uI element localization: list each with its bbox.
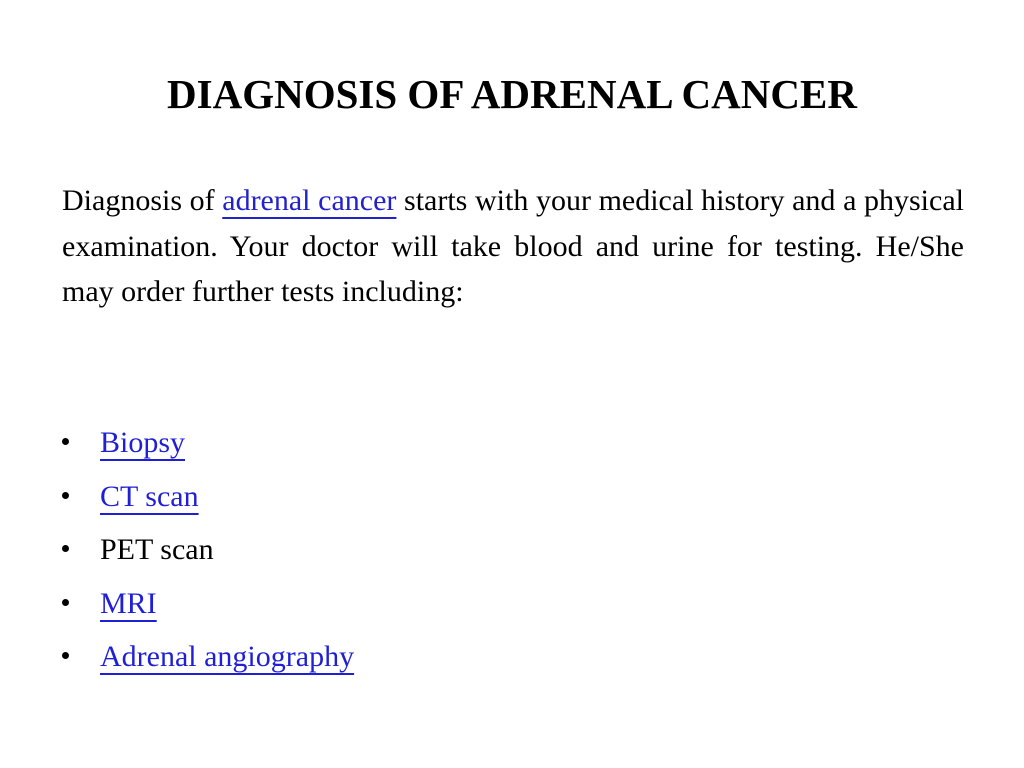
intro-text-start: Diagnosis of xyxy=(62,184,223,217)
intro-paragraph xyxy=(62,178,964,315)
list-item-pet-scan xyxy=(62,525,354,579)
bullet-icon xyxy=(62,438,69,445)
mri-link[interactable]: MRI xyxy=(100,586,157,620)
pet-scan-text: PET scan xyxy=(100,533,214,566)
bullet-icon xyxy=(62,545,69,552)
bullet-icon xyxy=(62,652,69,659)
list-item-biopsy xyxy=(62,418,354,472)
bullet-icon xyxy=(62,599,69,606)
bullet-icon xyxy=(62,492,69,499)
intro-text-end: starts with your medical history and a physical examination. Your doctor will take blood and urine for testing. He/She may order further tests including: xyxy=(62,184,964,308)
ct-scan-link[interactable]: CT scan xyxy=(100,479,199,513)
slide-title: DIAGNOSIS OF ADRENAL CANCER xyxy=(167,71,857,117)
adrenal-angiography-link[interactable]: Adrenal angiography xyxy=(100,640,355,673)
test-list xyxy=(62,418,354,686)
list-item-adrenal-angiography xyxy=(62,632,354,686)
biopsy-link[interactable]: Biopsy xyxy=(100,426,186,459)
adrenal-cancer-link[interactable]: adrenal cancer xyxy=(222,184,397,217)
list-item-mri xyxy=(62,579,354,633)
list-item-ct-scan xyxy=(62,472,354,526)
